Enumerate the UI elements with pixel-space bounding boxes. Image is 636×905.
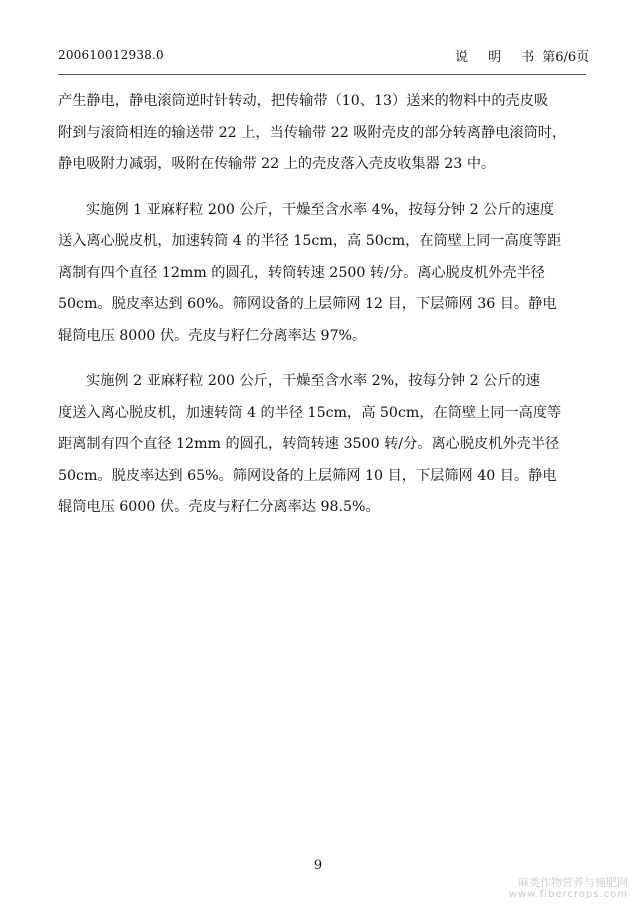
text-line: 距离制有四个直径 12mm 的圆孔，转筒转速 3500 转/分。离心脱皮机外壳半径 — [58, 436, 560, 452]
paragraph-example-2 — [58, 366, 586, 524]
watermark-title: 麻类作物营养与施肥网 — [518, 876, 628, 889]
text-line: 附到与滚筒相连的输送带 22 上，当传输带 22 吸附壳皮的部分转离静电滚筒时， — [58, 124, 567, 141]
document-type-label: 说 明 书 — [455, 50, 543, 65]
text-line: 辊筒电压 8000 伏。壳皮与籽仁分离率达 97%。 — [58, 327, 367, 344]
document-body — [58, 86, 586, 538]
watermark-url: www.fibercrops.com — [508, 889, 628, 900]
text-line: 50cm。脱皮率达到 65%。筛网设备的上层筛网 10 目，下层筛网 40 目。静电 — [58, 467, 557, 484]
text-line: 度送入离心脱皮机，加速转筒 4 的半径 15cm，高 50cm，在筒壁上同一高度等 — [58, 404, 562, 421]
text-line: 离制有四个直径 12mm 的圆孔，转筒转速 2500 转/分。离心脱皮机外壳半径 — [58, 264, 545, 281]
text-line: 实施例 2 亚麻籽粒 200 公斤，干燥至含水率 2%，按每分钟 2 公斤的速 — [86, 373, 540, 389]
text-line: 送入离心脱皮机，加速转筒 4 的半径 15cm，高 50cm，在筒壁上同一高度等距 — [58, 233, 562, 249]
paragraph-continuation — [58, 86, 586, 181]
page-number: 9 — [313, 858, 323, 873]
document-number: 200610012938.0 — [58, 48, 164, 62]
watermark — [509, 877, 628, 901]
text-line: 辊筒电压 6000 伏。壳皮与籽仁分离率达 98.5%。 — [58, 499, 380, 515]
text-line: 50cm。脱皮率达到 60%。筛网设备的上层筛网 12 目，下层筛网 36 目。静电 — [58, 296, 557, 312]
header-divider — [58, 74, 586, 75]
text-line: 实施例 1 亚麻籽粒 200 公斤，干燥至含水率 4%，按每分钟 2 公斤的速度 — [86, 201, 555, 218]
text-line: 静电吸附力减弱，吸附在传输带 22 上的壳皮落入壳皮收集器 23 中。 — [58, 156, 496, 172]
paragraph-example-1 — [58, 195, 586, 353]
header-right — [455, 46, 589, 65]
text-line: 产生静电，静电滚筒逆时针转动，把传输带（10、13）送来的物料中的壳皮吸 — [58, 93, 549, 109]
page-indicator: 第6/6页 — [542, 50, 590, 65]
